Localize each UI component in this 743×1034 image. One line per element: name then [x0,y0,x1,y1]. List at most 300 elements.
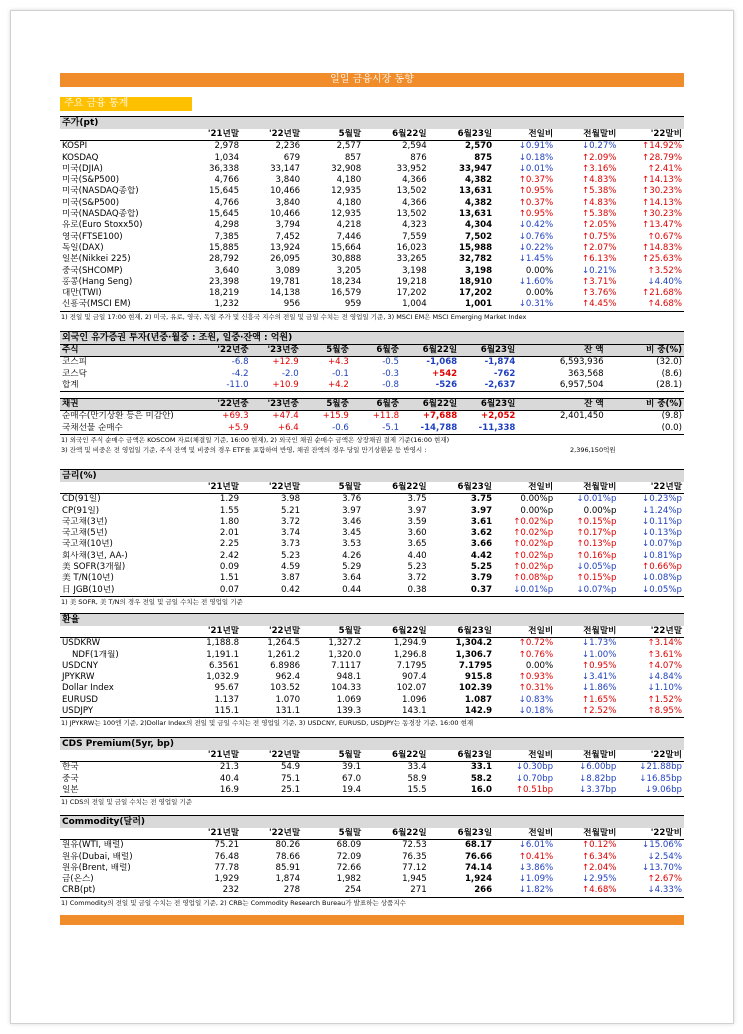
column-header [60,626,180,638]
table-row [60,539,684,550]
table-cell: ↓4.40% [647,276,682,287]
cds-table [60,737,684,797]
table-cell: ↑14.83% [642,242,682,253]
table-cell: 28,792 [209,254,240,265]
table-cell: 19.4 [302,785,363,797]
row-label: 합계 [60,380,200,392]
table-cell: 0.38 [363,585,428,597]
section-header-label: 주가(pt) [60,117,684,130]
table-cell: ↓0.11%p [642,516,682,527]
table-cell: ↑0.93% [518,672,554,683]
table-cell: ↑0.75% [581,231,617,242]
table-cell: ↑0.02%p [513,516,554,527]
table-cell: ↓1.60% [518,276,554,287]
table-cell: ↓1.09% [518,874,554,885]
table-cell: -2,637 [459,380,517,392]
equity-note: 1) 전일 및 금일 17:00 현재, 2) 미국, 유로, 영국, 독일 주가 및 신흥국 지수의 전일 및 금일 수치는 전 영업일 기준, 3) MSCI EM은 MSCI Emerging Market Index [61,312,527,321]
table-cell: 67.0 [342,773,362,784]
table-cell: 1,004 [363,299,428,311]
table-cell: -6.8 [231,357,249,368]
table-cell: -0.6 [301,423,351,435]
fx-note: 1) JPYKRW는 100엔 기준, 2)Dollar Index의 전일 및 금일 수치는 전 영업일 기준, 3) USDCNY, EURUSD, USDJPY는 동경장 기준, 16:00 현재 [61,719,474,728]
table-cell: ↓16.85bp [639,773,682,784]
table-row [60,573,684,584]
table-cell: ↓0.27% [581,141,617,152]
row-label: 국채선물 순매수 [60,423,200,435]
column-header: 전일비 [494,626,555,638]
table-cell: 1,191.1 [206,649,240,660]
row-label: 원유(Brent, 배럴) [62,862,131,873]
column-header: '21년말 [180,828,241,840]
table-cell: 10,466 [270,186,301,197]
table-cell: 3,840 [275,175,301,186]
table-cell: 3,089 [275,265,301,276]
table-cell: ↑4.83% [581,197,617,208]
table-cell: +15.9 [322,411,349,422]
column-header: 6월22일 [363,129,428,141]
column-header: 6월22일 [363,482,428,494]
table-cell: ↓4.84% [647,672,682,683]
table-cell: ↑0.67% [647,231,682,242]
table-cell: 4.26 [342,550,362,561]
table-cell: 7,446 [336,231,362,242]
foreign-note-2-text: 3) 잔액 및 비중은 전 영업일 기준, 주식 잔액 및 비중의 경우 ETF를 포함하여 반영, 채권 잔액의 경우 당일 만기상환분 등 반영시 : [61,446,427,455]
column-header [60,482,180,494]
table-cell: 3,640 [214,265,240,276]
table-cell: 4,180 [336,197,362,208]
table-cell: ↑4.68% [555,885,618,897]
table-cell: ↓2.95% [581,874,617,885]
table-cell: 1,874 [275,874,301,885]
table-cell: ↑4.83% [581,175,617,186]
table-cell: ↓0.70bp [515,773,554,784]
table-cell: 0.44 [302,585,363,597]
table-cell: 3,198 [464,265,493,276]
column-header: 5월말 [302,626,363,638]
table-cell: -1,874 [484,357,516,368]
table-cell: ↓1.86% [581,683,617,694]
row-label: 유로(Euro Stoxx50) [62,220,143,231]
table-cell: ↑0.02%p [513,550,554,561]
table-cell: 1,261.2 [267,649,301,660]
table-cell: 1.069 [336,694,362,705]
table-row [60,299,684,311]
row-label: 미국(DJIA) [62,163,103,174]
table-cell: 1,001 [429,299,494,311]
table-cell: ↑14.13% [642,197,682,208]
table-cell: ↑0.02%p [513,539,554,550]
row-label: 일본(Nikkei 225) [62,254,131,265]
table-cell: 1,296.8 [393,649,427,660]
table-row [60,517,684,528]
column-header: '22년말 [241,828,302,840]
table-cell: (8.6) [661,368,682,379]
table-row [60,885,684,897]
table-cell: 5.23 [280,550,301,561]
table-cell: 0.00%p [583,505,617,516]
table-cell: 102.07 [396,683,427,694]
column-header-row [60,750,684,762]
table-cell: 1,232 [180,299,241,311]
table-row [60,198,684,209]
table-row [60,423,684,435]
row-label: 코스피 [62,357,87,368]
column-header: 5월말 [302,129,363,141]
foreign-note-1: 1) 외국인 주식 순매수 금액은 KOSCOM 자료(체결일 기준, 16:00 현재), 2) 외국인 채권 순매수 금액은 상장채권 결제 기준(16:00 현재) [61,436,450,445]
table-cell: 3.79 [470,573,493,584]
table-cell: 1,294.9 [393,638,427,649]
table-cell: 7.1117 [331,660,362,671]
table-cell: 19,218 [396,276,427,287]
column-header: '21년말 [180,626,241,638]
column-header: 6월23일 [429,828,494,840]
table-cell: ↓3.86% [518,862,554,873]
table-cell: 58.9 [407,773,427,784]
column-header: 전일비 [494,828,555,840]
row-label: JPYKRW [62,672,95,683]
table-cell: +69.3 [222,411,249,422]
table-cell: 58.2 [470,773,493,784]
row-label: 국고채(5년) [62,528,108,539]
column-header: 전일비 [494,750,555,762]
table-cell: ↓1.00% [581,649,617,660]
table-cell: 915.8 [464,672,493,683]
table-cell: ↑2.41% [647,163,682,174]
table-cell: 3.74 [280,528,301,539]
table-cell: 0.00% [525,288,554,299]
table-row [60,706,684,718]
column-header: 6월23일 [459,345,517,357]
rates-note: 1) 美 SOFR, 美 T/N의 경우 전일 및 금일 수치는 전 영업일 기준 [61,597,243,606]
table-cell: ↓0.22% [518,242,554,253]
table-row [60,874,684,885]
table-cell: -762 [493,368,516,379]
table-cell: ↓9.06bp [618,785,684,797]
table-cell: 33.1 [470,762,493,773]
table-cell: ↑14.13% [642,175,682,186]
table-cell: 39.1 [342,762,362,773]
commodity-note: 1) Commodity의 전일 및 금일 수치는 전 영업일 기준, 2) CRB는 Commodity Research Bureau가 발표하는 상품지수 [61,898,406,907]
table-row [60,683,684,694]
table-cell: 4.42 [470,550,493,561]
table-cell: 16.0 [429,785,494,797]
column-header: 6월22일 [363,750,428,762]
foreign-stock-table [60,331,684,392]
table-cell: 13,924 [270,242,301,253]
table-cell: ↑4.68% [618,299,684,311]
row-label: 대만(TWI) [62,288,102,299]
table-cell: 1,327.2 [328,638,362,649]
table-cell: ↑2.07% [581,242,617,253]
table-cell: -0.1 [332,368,349,379]
table-cell: 948.1 [336,672,362,683]
table-cell: 15.5 [363,785,428,797]
table-cell: 16.9 [180,785,241,797]
table-cell: ↑3.61% [647,649,682,660]
table-cell: ↑6.13% [581,254,617,265]
commodity-block [60,815,684,908]
table-cell: ↑0.16%p [576,550,617,561]
bottom-bar [60,915,684,925]
table-row [60,494,684,506]
row-label: CP(91일) [62,505,100,516]
table-cell: ↑2.04% [581,862,617,873]
table-cell: 3.46 [342,516,362,527]
row-label: USDKRW [62,638,101,649]
table-cell: ↓0.08%p [642,573,682,584]
table-cell: 3.53 [342,539,362,550]
row-label: 원유(Dubai, 배럴) [62,851,133,862]
column-header: 5월말 [302,828,363,840]
column-header-row [60,129,684,141]
table-cell: 4,382 [464,197,493,208]
table-cell: 1.096 [402,694,427,705]
table-cell: 95.67 [214,683,240,694]
table-cell: 2,401,450 [559,411,604,422]
column-header: 잔 액 [517,399,605,411]
table-cell: ↑3.52% [647,265,682,276]
table-cell: 72.09 [336,851,362,862]
table-cell: 0.42 [241,585,302,597]
table-cell: 12,935 [331,209,362,220]
table-cell: ↑0.12% [581,840,617,851]
table-cell: +47.4 [272,411,299,422]
table-cell: 1,034 [214,152,240,163]
column-header: 전월말비 [555,129,618,141]
table-cell: 956 [241,299,302,311]
table-cell: ↑25.63% [642,254,682,265]
table-cell: 2,577 [336,141,362,152]
table-cell: 7.1795 [458,660,493,671]
table-cell: ↑1.65% [581,694,617,705]
column-header: 전월말비 [555,828,618,840]
table-cell: 3.61 [470,516,493,527]
table-cell: 33,265 [396,254,427,265]
table-cell: 18,234 [331,276,362,287]
table-cell: ↓3.37bp [555,785,618,797]
table-cell: 2.42 [219,550,240,561]
table-cell: 2.01 [219,528,240,539]
table-cell: 0.00% [525,660,554,671]
table-cell: 266 [429,885,494,897]
column-header [60,750,180,762]
table-row [60,186,684,197]
row-label: USDJPY [60,706,180,718]
table-cell: -0.5 [382,357,399,368]
row-label: 금(온스) [62,874,94,885]
table-cell: ↓3.41% [581,672,617,683]
table-cell: 4,382 [464,175,493,186]
table-cell: 102.39 [458,683,493,694]
column-header: '23년중 [251,399,301,411]
table-cell: 77.78 [214,862,240,873]
table-cell: ↑0.31% [518,683,554,694]
table-cell: ↓0.05%p [576,562,617,573]
table-cell: -2.0 [281,368,299,379]
table-cell: ↓1.82% [494,885,555,897]
table-cell: 1,306.7 [455,649,493,660]
table-cell: 3.76 [342,494,362,505]
table-cell: ↑0.76% [518,649,554,660]
table-cell: 876 [410,152,427,163]
table-cell: 3.65 [407,539,427,550]
table-cell: 40.4 [219,773,240,784]
table-cell: 2,236 [275,141,301,152]
table-cell: 85.91 [275,862,301,873]
column-header: '22년말 [618,482,684,494]
column-header: 주식 [60,345,200,357]
table-cell: 6.3561 [208,660,240,671]
table-row [60,672,684,683]
table-cell: 17,202 [458,288,493,299]
row-label: 홍콩(Hang Seng) [62,276,133,287]
column-header: '22말비 [618,750,684,762]
table-cell: 3.62 [470,528,493,539]
table-cell: ↑0.41% [518,851,554,862]
table-row [60,506,684,517]
table-cell: 2,570 [464,141,493,152]
row-label: 일본 [60,785,180,797]
table-cell: 4,218 [336,220,362,231]
table-cell: 0.00% [525,265,554,276]
table-cell: 17,202 [396,288,427,299]
table-cell: 3,205 [336,265,362,276]
table-cell: 15,664 [331,242,362,253]
table-cell: 4,766 [214,175,240,186]
table-cell: 7,452 [275,231,301,242]
table-cell: -4.2 [231,368,249,379]
table-cell: 1,929 [214,874,240,885]
row-label: 중국(SHCOMP) [62,265,123,276]
table-cell: ↓0.07%p [642,539,682,550]
column-header: '21년말 [180,482,241,494]
table-cell: 76.48 [214,851,240,862]
table-cell: 16,579 [331,288,362,299]
rates-block [60,469,684,607]
table-row [60,585,684,597]
column-header: 6월23일 [429,750,494,762]
row-label: CD(91일) [62,494,101,505]
column-header: '21년말 [180,129,241,141]
table-cell: 15,885 [209,242,240,253]
column-header: 전일비 [494,129,555,141]
row-label: 미국(NASDAQ종합) [62,209,139,220]
column-header: 5월말 [302,750,363,762]
table-row [60,562,684,573]
table-cell: 4.40 [407,550,427,561]
table-cell: ↑3.71% [581,276,617,287]
table-cell: 32,908 [331,163,362,174]
table-cell: 4,766 [214,197,240,208]
table-cell: ↓0.76% [518,231,554,242]
column-header: 5월중 [301,399,351,411]
column-header [60,828,180,840]
row-label: 국고채(3년) [62,516,108,527]
column-header: 전월말비 [555,482,618,494]
table-cell: 3.75 [470,494,493,505]
table-cell: (9.8) [661,411,682,422]
table-row [60,852,684,863]
table-cell: ↑6.34% [581,851,617,862]
table-cell: ↑0.37% [518,175,554,186]
column-header [60,129,180,141]
table-cell: ↓4.33% [618,885,684,897]
table-cell: -0.3 [382,368,399,379]
table-cell: ↓0.01%p [576,494,617,505]
table-cell: 72.66 [336,862,362,873]
table-cell: ↑14.92% [642,141,682,152]
table-cell: 142.9 [429,706,494,718]
table-cell: (32.0) [656,357,682,368]
row-label: 코스닥 [62,368,87,379]
table-cell: 68.09 [336,840,362,851]
table-cell: 7,559 [402,231,427,242]
table-cell: 143.1 [363,706,428,718]
table-cell: -0.8 [351,380,401,392]
table-cell: 33,947 [458,163,493,174]
table-cell: 13,502 [396,186,427,197]
column-header: '22말비 [618,828,684,840]
table-cell: 6,593,936 [559,357,604,368]
table-cell: ↓13.70% [642,862,682,873]
row-label: 美 SOFR(3개월) [62,562,126,573]
table-cell: 2,978 [214,141,240,152]
table-cell: +6.4 [251,423,301,435]
table-cell: 115.1 [180,706,241,718]
table-cell: 6.8986 [270,660,301,671]
section-label: 주요 금융 통계 [60,97,192,111]
row-label: 신흥국(MSCI EM) [60,299,180,311]
table-cell: 4,298 [214,220,240,231]
table-cell [517,423,605,435]
table-row [60,243,684,254]
table-cell: 363,568 [568,368,604,379]
row-label: 미국(S&P500) [62,197,120,208]
page-title: 일일 금융시장 동향 [60,73,684,87]
table-row [60,785,684,797]
table-cell: 15,645 [209,209,240,220]
table-cell: ↓0.83% [518,694,554,705]
table-cell: 3.72 [407,573,427,584]
table-cell: 232 [180,885,241,897]
table-cell: (28.1) [606,380,684,392]
column-header: '22년말 [241,750,302,762]
table-cell: ↑8.95% [618,706,684,718]
table-cell: +11.8 [372,411,400,422]
table-cell: (0.0) [606,423,684,435]
column-header: '22년말 [618,626,684,638]
table-cell: 1.80 [219,516,240,527]
table-row [60,774,684,785]
table-cell: ↓0.91% [518,141,554,152]
table-cell: 80.26 [275,840,301,851]
foreign-bond-table [60,398,684,435]
column-header: 5월말 [302,482,363,494]
table-cell: ↑30.23% [642,186,682,197]
table-cell: ↑0.17%p [576,528,617,539]
column-header: '22년중 [200,345,250,357]
table-cell: 14,138 [270,288,301,299]
table-cell: ↓1.10% [647,683,682,694]
table-cell: ↑0.95% [518,209,554,220]
table-cell: 959 [302,299,363,311]
table-cell: ↑21.68% [642,288,682,299]
table-cell: ↓6.00bp [579,762,617,773]
table-cell: 139.3 [302,706,363,718]
table-cell: ↑5.38% [581,209,617,220]
table-cell: 0.07 [180,585,241,597]
table-cell: 33.4 [407,762,427,773]
